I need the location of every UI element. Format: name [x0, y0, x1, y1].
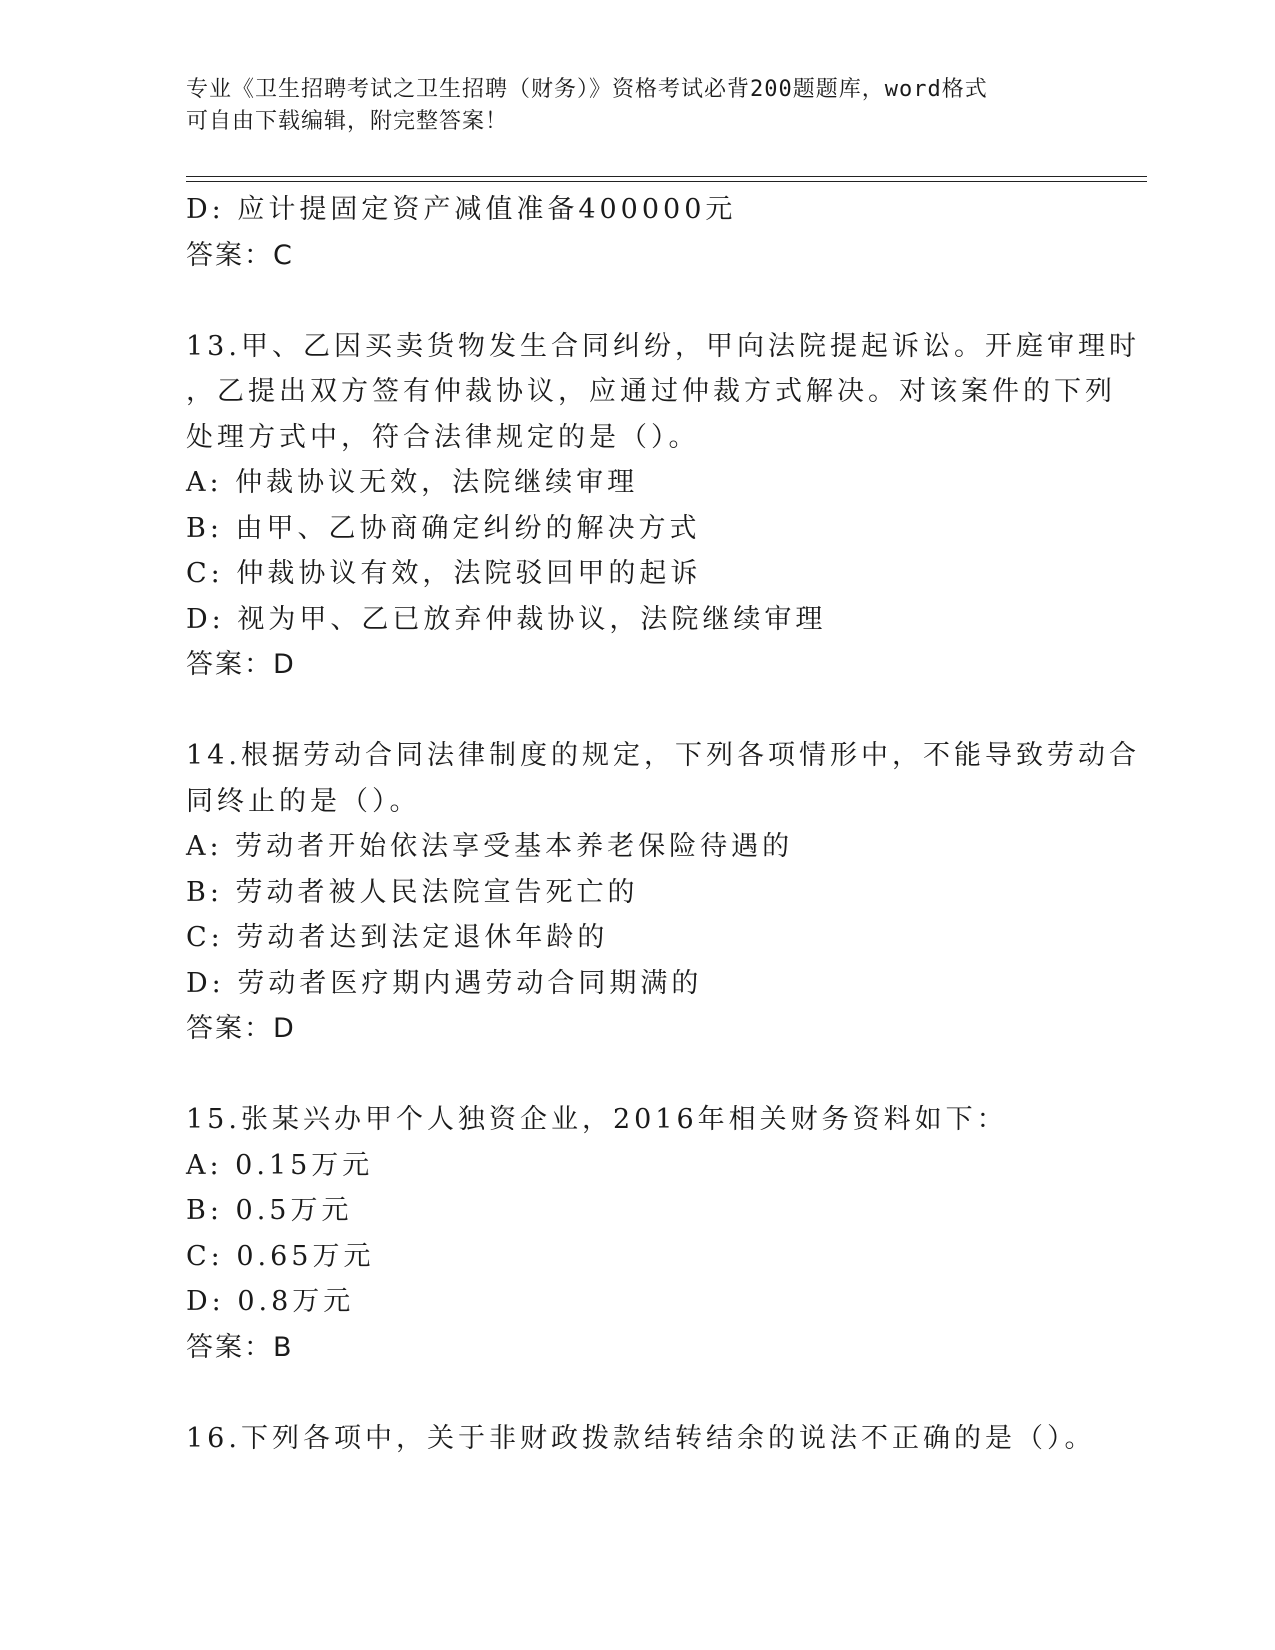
question-stem-line: 16.下列各项中，关于非财政拨款结转结余的说法不正确的是（）。 — [186, 1422, 1096, 1454]
option-c: C: 0.65万元 — [186, 1240, 375, 1272]
question-16 — [186, 1416, 1096, 1462]
question-15 — [186, 1097, 1086, 1370]
question-13 — [186, 324, 1140, 688]
answer-line: 答案：B — [186, 1331, 294, 1363]
answer-line: 答案：D — [186, 1013, 296, 1044]
spacer — [186, 1052, 1086, 1098]
option-d: D: 0.8万元 — [186, 1286, 355, 1317]
option-a: A: 仲裁协议无效，法院继续审理 — [186, 467, 639, 498]
header-rule-top — [186, 176, 1147, 177]
header-line-1: 专业《卫生招聘考试之卫生招聘（财务）》资格考试必背200题题库，word格式 — [186, 77, 988, 102]
answer-line: 答案：C — [186, 239, 294, 271]
question-14 — [186, 733, 1140, 1052]
option-d: D: 应计提固定资产减值准备400000元 — [186, 194, 737, 225]
header-line-2: 可自由下载编辑，附完整答案！ — [186, 109, 509, 134]
question-stem-line: 15.张某兴办甲个人独资企业，2016年相关财务资料如下： — [186, 1104, 1008, 1135]
previous-question-tail — [186, 187, 1086, 278]
spacer — [186, 688, 1086, 734]
spacer — [186, 1370, 1086, 1416]
header-rule-bottom — [186, 181, 1147, 182]
question-stem-line: 同终止的是（）。 — [186, 785, 421, 817]
question-stem-line: ，乙提出双方签有仲裁协议，应通过仲裁方式解决。对该案件的下列 — [186, 376, 1116, 407]
question-stem-line: 14.根据劳动合同法律制度的规定，下列各项情形中，不能导致劳动合 — [186, 740, 1140, 771]
option-c: C: 仲裁协议有效，法院驳回甲的起诉 — [186, 558, 702, 589]
option-d: D: 劳动者医疗期内遇劳动合同期满的 — [186, 967, 703, 999]
question-list — [186, 187, 1140, 1461]
option-c: C: 劳动者达到法定退休年龄的 — [186, 922, 609, 953]
option-d: D: 视为甲、乙已放弃仲裁协议，法院继续审理 — [186, 603, 827, 635]
page-header — [186, 74, 1066, 138]
question-stem-line: 13.甲、乙因买卖货物发生合同纠纷，甲向法院提起诉讼。开庭审理时 — [186, 330, 1140, 362]
option-b: B: 0.5万元 — [186, 1195, 353, 1226]
option-a: A: 劳动者开始依法享受基本养老保险待遇的 — [186, 831, 794, 862]
spacer — [186, 278, 1086, 324]
answer-line: 答案：D — [186, 649, 296, 680]
question-stem-line: 处理方式中，符合法律规定的是（）。 — [186, 421, 700, 453]
option-b: B: 由甲、乙协商确定纠纷的解决方式 — [186, 512, 701, 544]
option-b: B: 劳动者被人民法院宣告死亡的 — [186, 876, 639, 908]
option-a: A: 0.15万元 — [186, 1149, 374, 1181]
